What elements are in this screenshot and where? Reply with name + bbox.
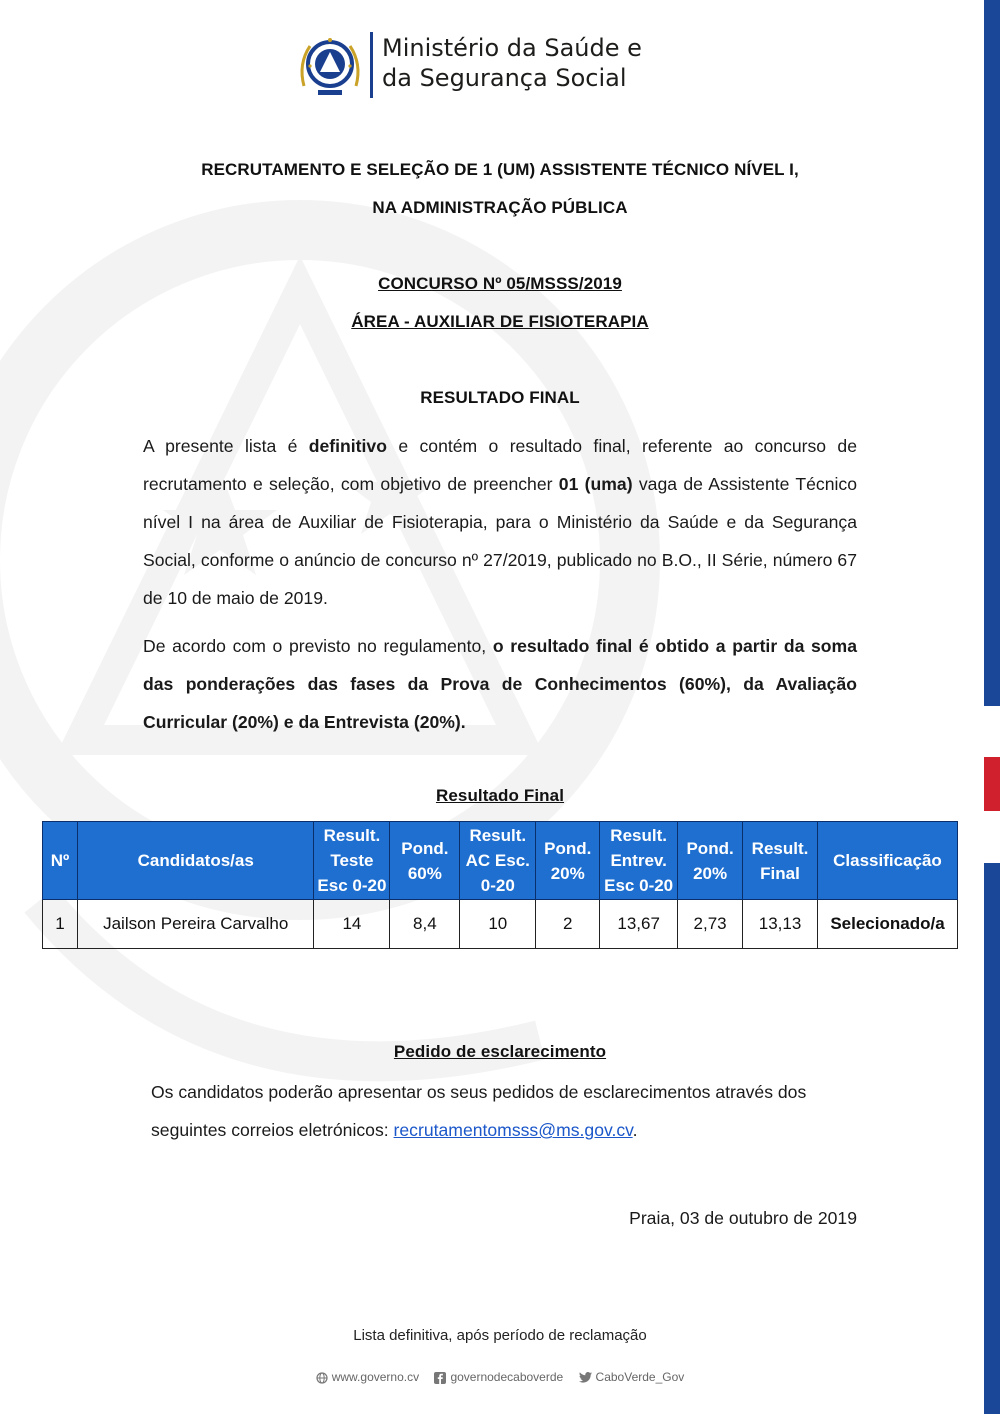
ministry-name-line2: da Segurança Social [382,64,627,92]
clarification-title: Pedido de esclarecimento [393,1042,607,1061]
facebook-icon [434,1372,446,1384]
cell-candidate-name: Jailson Pereira Carvalho [77,900,314,949]
cell-number: 1 [43,900,78,949]
header-divider [370,32,373,98]
twitter-icon [579,1372,592,1383]
ministry-name-line1: Ministério da Saúde e [382,34,642,62]
cell-interview-weight: 2,73 [678,900,743,949]
footer-facebook-text: governodecaboverde [450,1370,564,1384]
clarification-body: Os candidatos poderão apresentar os seus pedidos de esclarecimentos através dos seguintes correios eletrónicos: [151,1082,807,1140]
intro-paragraph-2 [143,627,857,741]
p1-text-e: vaga de Assistente Técnico nível I na área de Auxiliar de Fisioterapia, para o Ministério da Saúde e da Segurança Social, conforme o anúncio de concurso nº 27/2019, publicado no B.O., II Série, número 67 de 10 de maio de 2019. [143,474,858,608]
document-date: Praia, 03 de outubro de 2019 [629,1208,857,1228]
col-header-number: Nº [43,822,78,900]
table-row [43,900,958,949]
cell-classification: Selecionado/a [817,900,957,949]
cell-interview-result: 13,67 [600,900,678,949]
col-header-test-weight: Pond. 60% [390,822,460,900]
col-header-final-result: Result. Final [743,822,818,900]
col-header-test-result: Result. Teste Esc 0-20 [314,822,390,900]
cell-test-result: 14 [314,900,390,949]
col-header-candidates: Candidatos/as [77,822,314,900]
email-link[interactable]: recrutamentomsss@ms.gov.cv [393,1120,633,1140]
area-heading-wrap [0,312,1000,332]
footer-facebook[interactable] [434,1370,566,1384]
table-caption: Resultado Final [435,786,565,805]
p2-text-a: De acordo com o previsto no regulamento, [143,636,493,656]
footer-note: Lista definitiva, após período de reclamação [353,1327,647,1344]
coat-of-arms-icon [296,34,364,102]
col-header-ac-weight: Pond. 20% [536,822,600,900]
clarification-text [151,1073,857,1149]
cell-final-result: 13,13 [743,900,818,949]
footer-twitter[interactable] [579,1370,685,1384]
title-line2: NA ADMINISTRAÇÃO PÚBLICA [372,198,628,217]
table-header-row [43,822,958,900]
cell-ac-weight: 2 [536,900,600,949]
p1-text-a: A presente lista é [143,436,309,456]
p1-bold-definitivo: definitivo [308,436,387,456]
p1-text-c: e contém o resultado final, referente ao concurso de recrutamento e seleção, com objetivo de preencher [143,436,857,494]
title-line1: RECRUTAMENTO E SELEÇÃO DE 1 (UM) ASSISTENTE TÉCNICO NÍVEL I, [201,160,799,179]
concurso-heading: CONCURSO Nº 05/MSSS/2019 [378,274,622,293]
cell-ac-result: 10 [460,900,536,949]
footer-website[interactable] [316,1370,423,1384]
footer-links [0,1370,1000,1384]
area-heading: ÁREA - AUXILIAR DE FISIOTERAPIA [351,312,649,331]
p1-bold-vacancy: 01 (uma) [558,474,633,494]
footer-website-text: www.governo.cv [331,1370,420,1384]
col-header-interview-weight: Pond. 20% [678,822,743,900]
cell-test-weight: 8,4 [390,900,460,949]
clarification-end: . [632,1120,638,1140]
concurso-heading-wrap [0,274,1000,294]
intro-paragraph-1 [143,427,857,617]
results-table [42,821,958,949]
side-bar-top [984,0,1000,706]
section-heading: RESULTADO FINAL [420,388,580,407]
clarification-title-wrap [0,1042,1000,1062]
globe-icon [316,1372,328,1384]
col-header-ac-result: Result. AC Esc. 0-20 [460,822,536,900]
col-header-classification: Classificação [817,822,957,900]
table-caption-wrap [0,786,1000,806]
col-header-interview-result: Result. Entrev. Esc 0-20 [600,822,678,900]
footer-twitter-text: CaboVerde_Gov [595,1370,685,1384]
p2-bold-formula: o resultado final é obtido a partir da soma das ponderações das fases da Prova de Conhecimentos (60%), da Avaliação Curricular (20%) e da Entrevista (20%). [143,636,857,732]
